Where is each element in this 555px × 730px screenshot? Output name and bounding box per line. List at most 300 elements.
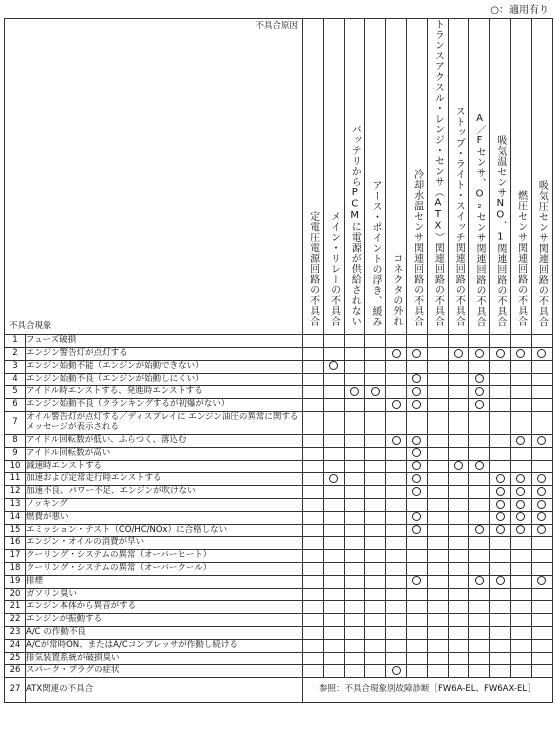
table-row	[5, 460, 553, 473]
cause-label: A／Fセンサ、O₂センサ関連回路の不具合	[474, 112, 486, 327]
applicability-cell	[365, 537, 386, 550]
applicability-cell	[365, 601, 386, 614]
applicability-cell	[427, 335, 448, 348]
applicability-cell	[386, 524, 407, 537]
cause-label: 吸気圧センサ関連回路の不具合	[536, 179, 548, 327]
applicability-cell	[406, 499, 427, 512]
applicability-cell	[531, 435, 552, 448]
row-number: 18	[5, 563, 26, 576]
symptom-name: エミッション・テスト（CO/HC/NOx）に合格しない	[26, 524, 303, 537]
applicability-cell	[344, 348, 365, 361]
applicability-cell	[531, 499, 552, 512]
applicability-cell	[365, 588, 386, 601]
applicability-cell	[344, 601, 365, 614]
applicability-cell	[510, 460, 531, 473]
applicability-cell	[386, 550, 407, 563]
applicability-cell	[531, 563, 552, 576]
applicability-cell	[323, 652, 344, 665]
applicable-circle-icon	[516, 487, 525, 496]
applicability-cell	[344, 511, 365, 524]
cause-header-4	[365, 19, 386, 335]
applicability-cell	[427, 348, 448, 361]
table-row	[5, 537, 553, 550]
applicability-cell	[344, 563, 365, 576]
applicability-cell	[490, 447, 511, 460]
applicable-circle-icon	[392, 400, 401, 409]
applicability-cell	[469, 473, 490, 486]
applicability-cell	[490, 473, 511, 486]
applicability-cell	[303, 486, 324, 499]
applicability-cell	[531, 639, 552, 652]
symptom-name: アイドル回転数が低い、ふらつく、落込む	[26, 435, 303, 448]
applicability-cell	[427, 614, 448, 627]
applicability-cell	[344, 399, 365, 412]
table-row	[5, 435, 553, 448]
applicability-cell	[303, 412, 324, 435]
symptom-name: スパーク・プラグの症状	[26, 665, 303, 678]
applicability-cell	[490, 665, 511, 678]
symptom-name: エンジン・オイルの消費が早い	[26, 537, 303, 550]
applicability-cell	[531, 335, 552, 348]
applicability-cell	[427, 537, 448, 550]
applicability-cell	[531, 524, 552, 537]
row-number: 23	[5, 627, 26, 640]
applicability-cell	[510, 386, 531, 399]
cause-header-6	[406, 19, 427, 335]
applicability-cell	[323, 412, 344, 435]
applicability-cell	[365, 563, 386, 576]
applicability-cell	[469, 588, 490, 601]
symptom-name: エンジン警告灯が点灯する	[26, 348, 303, 361]
applicability-cell	[344, 435, 365, 448]
applicability-cell	[303, 601, 324, 614]
symptom-name: A/Cが常時ON、またはA/Cコンプレッサが作動し続ける	[26, 639, 303, 652]
applicability-cell	[344, 665, 365, 678]
applicability-cell	[531, 665, 552, 678]
applicability-cell	[427, 550, 448, 563]
applicable-circle-icon	[516, 436, 525, 445]
applicability-cell	[490, 652, 511, 665]
symptom-name: 排気装置系統が破損臭い	[26, 652, 303, 665]
applicability-cell	[303, 563, 324, 576]
cause-header-11	[510, 19, 531, 335]
applicability-cell	[469, 511, 490, 524]
table-row	[5, 360, 553, 373]
applicable-circle-icon	[392, 666, 401, 675]
applicability-cell	[406, 460, 427, 473]
cause-title: 不具合原因	[255, 21, 298, 31]
applicability-cell	[323, 563, 344, 576]
table-row	[5, 511, 553, 524]
symptom-name: 排煙	[26, 575, 303, 588]
applicability-cell	[323, 435, 344, 448]
applicability-cell	[448, 460, 469, 473]
applicability-cell	[406, 386, 427, 399]
applicability-cell	[510, 399, 531, 412]
applicable-circle-icon	[412, 374, 421, 383]
applicability-cell	[406, 348, 427, 361]
symptom-title: 不具合現象	[9, 320, 52, 331]
applicability-cell	[303, 460, 324, 473]
applicability-cell	[531, 460, 552, 473]
applicability-cell	[469, 652, 490, 665]
applicability-cell	[490, 639, 511, 652]
applicable-circle-icon	[516, 474, 525, 483]
diagnosis-table	[4, 18, 553, 703]
applicable-circle-icon	[537, 487, 546, 496]
symptom-name: A/C の作動不良	[26, 627, 303, 640]
row-number: 16	[5, 537, 26, 550]
applicability-cell	[490, 348, 511, 361]
applicability-cell	[490, 588, 511, 601]
cause-label: 燃圧センサ関連回路の不具合	[515, 190, 527, 327]
applicability-cell	[386, 473, 407, 486]
applicability-cell	[469, 447, 490, 460]
cause-label: メイン・リレーの不具合	[328, 211, 340, 327]
applicability-cell	[469, 460, 490, 473]
cause-header-2	[323, 19, 344, 335]
applicability-cell	[510, 601, 531, 614]
applicability-cell	[490, 486, 511, 499]
applicability-cell	[469, 335, 490, 348]
row-number: 24	[5, 639, 26, 652]
applicability-cell	[469, 537, 490, 550]
row-number: 13	[5, 499, 26, 512]
applicable-circle-icon	[496, 525, 505, 534]
applicability-cell	[469, 601, 490, 614]
applicability-cell	[323, 499, 344, 512]
applicability-cell	[490, 537, 511, 550]
symptom-name: ガソリン臭い	[26, 588, 303, 601]
applicability-cell	[510, 550, 531, 563]
applicable-circle-icon	[392, 349, 401, 358]
applicability-cell	[490, 435, 511, 448]
applicability-cell	[448, 399, 469, 412]
applicability-cell	[323, 447, 344, 460]
applicability-cell	[344, 460, 365, 473]
row-number: 11	[5, 473, 26, 486]
applicability-cell	[448, 386, 469, 399]
table-row	[5, 614, 553, 627]
table-row	[5, 601, 553, 614]
applicability-cell	[490, 563, 511, 576]
applicability-cell	[303, 550, 324, 563]
applicability-cell	[490, 627, 511, 640]
applicability-cell	[386, 563, 407, 576]
symptom-name: エンジン始動不能（エンジンが始動できない）	[26, 360, 303, 373]
applicability-cell	[531, 627, 552, 640]
applicability-cell	[386, 435, 407, 448]
applicability-cell	[365, 386, 386, 399]
applicability-cell	[344, 550, 365, 563]
applicability-cell	[510, 652, 531, 665]
applicability-cell	[344, 588, 365, 601]
reference-note: 参照：不具合現象別故障診断［FW6A-EL、FW6AX-EL］	[303, 678, 553, 703]
applicability-cell	[323, 601, 344, 614]
applicability-cell	[406, 360, 427, 373]
applicability-cell	[510, 447, 531, 460]
applicability-cell	[469, 563, 490, 576]
cause-header-7	[427, 19, 448, 335]
applicability-cell	[448, 639, 469, 652]
applicability-cell	[448, 348, 469, 361]
applicability-cell	[427, 399, 448, 412]
applicability-cell	[323, 627, 344, 640]
applicability-cell	[490, 386, 511, 399]
applicability-cell	[406, 486, 427, 499]
applicable-circle-icon	[516, 512, 525, 521]
applicability-cell	[510, 511, 531, 524]
applicability-cell	[490, 412, 511, 435]
applicability-cell	[365, 614, 386, 627]
applicable-circle-icon	[454, 461, 463, 470]
applicable-circle-icon	[475, 525, 484, 534]
applicability-cell	[510, 473, 531, 486]
applicability-cell	[323, 550, 344, 563]
row-number: 3	[5, 360, 26, 373]
applicability-cell	[427, 373, 448, 386]
applicability-cell	[469, 348, 490, 361]
applicable-circle-icon	[537, 576, 546, 585]
applicability-cell	[386, 335, 407, 348]
cause-header-3	[344, 19, 365, 335]
applicability-cell	[510, 575, 531, 588]
applicability-cell	[323, 588, 344, 601]
applicability-cell	[490, 460, 511, 473]
applicability-cell	[344, 412, 365, 435]
applicability-cell	[448, 575, 469, 588]
applicable-circle-icon	[475, 461, 484, 470]
applicability-cell	[531, 601, 552, 614]
applicability-cell	[303, 614, 324, 627]
applicability-cell	[303, 665, 324, 678]
applicability-cell	[386, 412, 407, 435]
applicability-cell	[448, 665, 469, 678]
applicability-cell	[365, 499, 386, 512]
table-row	[5, 412, 553, 435]
legend: ○：適用有り	[490, 5, 549, 16]
applicability-cell	[323, 399, 344, 412]
row-number: 7	[5, 412, 26, 435]
applicability-cell	[448, 473, 469, 486]
applicability-cell	[531, 575, 552, 588]
symptom-name: 加速および定常走行時エンストする	[26, 473, 303, 486]
applicability-cell	[427, 499, 448, 512]
applicable-circle-icon	[412, 387, 421, 396]
applicability-cell	[365, 665, 386, 678]
row-number: 5	[5, 386, 26, 399]
applicable-circle-icon	[475, 374, 484, 383]
applicability-cell	[531, 537, 552, 550]
applicability-cell	[303, 435, 324, 448]
applicable-circle-icon	[537, 500, 546, 509]
applicability-cell	[510, 486, 531, 499]
applicability-cell	[365, 511, 386, 524]
applicability-cell	[386, 652, 407, 665]
applicability-cell	[344, 639, 365, 652]
applicability-cell	[323, 373, 344, 386]
applicable-circle-icon	[412, 512, 421, 521]
applicability-cell	[469, 360, 490, 373]
applicability-cell	[365, 460, 386, 473]
applicability-cell	[323, 524, 344, 537]
applicability-cell	[323, 460, 344, 473]
applicability-cell	[427, 435, 448, 448]
applicability-cell	[406, 473, 427, 486]
applicability-cell	[427, 386, 448, 399]
applicability-cell	[531, 511, 552, 524]
applicability-cell	[365, 575, 386, 588]
applicability-cell	[386, 460, 407, 473]
row-number: 2	[5, 348, 26, 361]
row-number: 1	[5, 335, 26, 348]
applicable-circle-icon	[496, 512, 505, 521]
cause-label: 定電圧電源回路の不具合	[307, 211, 319, 327]
applicability-cell	[365, 412, 386, 435]
row-number: 26	[5, 665, 26, 678]
applicability-cell	[323, 386, 344, 399]
applicability-cell	[344, 627, 365, 640]
applicability-cell	[427, 575, 448, 588]
applicability-cell	[386, 537, 407, 550]
applicability-cell	[406, 373, 427, 386]
symptom-name: エンジン本体から異音がする	[26, 601, 303, 614]
row-number: 20	[5, 588, 26, 601]
applicability-cell	[427, 665, 448, 678]
symptom-name: 減速時エンストする	[26, 460, 303, 473]
applicable-circle-icon	[350, 387, 359, 396]
applicability-cell	[303, 360, 324, 373]
applicable-circle-icon	[516, 525, 525, 534]
applicable-circle-icon	[412, 448, 421, 457]
applicability-cell	[469, 499, 490, 512]
symptom-name: アイドル回転数が高い	[26, 447, 303, 460]
applicable-circle-icon	[496, 487, 505, 496]
applicable-circle-icon	[412, 576, 421, 585]
applicability-cell	[386, 575, 407, 588]
applicability-cell	[531, 348, 552, 361]
table-row	[5, 665, 553, 678]
applicability-cell	[510, 665, 531, 678]
applicability-cell	[386, 627, 407, 640]
applicability-cell	[344, 335, 365, 348]
applicability-cell	[510, 373, 531, 386]
applicable-circle-icon	[392, 436, 401, 445]
row-number: 14	[5, 511, 26, 524]
applicability-cell	[386, 639, 407, 652]
applicability-cell	[323, 473, 344, 486]
applicability-cell	[406, 412, 427, 435]
applicability-cell	[531, 486, 552, 499]
applicability-cell	[406, 537, 427, 550]
applicability-cell	[365, 627, 386, 640]
applicability-cell	[344, 473, 365, 486]
applicability-cell	[469, 524, 490, 537]
cause-label: 吸気温センサNO．1関連回路の不具合	[494, 134, 506, 327]
applicability-cell	[448, 601, 469, 614]
applicability-cell	[344, 537, 365, 550]
table-row	[5, 639, 553, 652]
applicability-cell	[344, 360, 365, 373]
applicability-cell	[386, 614, 407, 627]
applicable-circle-icon	[412, 525, 421, 534]
applicability-cell	[406, 614, 427, 627]
applicability-cell	[448, 537, 469, 550]
symptom-name: エンジン始動不良（クランキングするが初爆がない）	[26, 399, 303, 412]
applicability-cell	[303, 447, 324, 460]
applicability-cell	[386, 499, 407, 512]
applicability-cell	[469, 412, 490, 435]
applicable-circle-icon	[496, 500, 505, 509]
applicable-circle-icon	[537, 436, 546, 445]
applicability-cell	[490, 373, 511, 386]
table-row	[5, 652, 553, 665]
applicability-cell	[427, 412, 448, 435]
applicability-cell	[323, 575, 344, 588]
applicability-cell	[510, 348, 531, 361]
applicability-cell	[448, 614, 469, 627]
row-number: 22	[5, 614, 26, 627]
applicability-cell	[406, 399, 427, 412]
applicability-cell	[490, 360, 511, 373]
row-number: 17	[5, 550, 26, 563]
applicability-cell	[427, 511, 448, 524]
applicability-cell	[386, 348, 407, 361]
applicability-cell	[365, 473, 386, 486]
applicability-cell	[469, 399, 490, 412]
table-row	[5, 550, 553, 563]
applicability-cell	[448, 360, 469, 373]
applicability-cell	[448, 627, 469, 640]
row-number: 10	[5, 460, 26, 473]
applicable-circle-icon	[371, 387, 380, 396]
table-row	[5, 473, 553, 486]
applicability-cell	[469, 627, 490, 640]
row-number: 27	[5, 678, 26, 703]
applicability-cell	[448, 588, 469, 601]
applicability-cell	[490, 550, 511, 563]
applicability-cell	[427, 460, 448, 473]
applicability-cell	[490, 601, 511, 614]
applicability-cell	[448, 652, 469, 665]
row-number: 4	[5, 373, 26, 386]
applicability-cell	[344, 386, 365, 399]
applicability-cell	[427, 639, 448, 652]
applicability-cell	[531, 614, 552, 627]
row-number: 25	[5, 652, 26, 665]
applicability-cell	[448, 499, 469, 512]
applicability-cell	[323, 614, 344, 627]
applicability-cell	[490, 399, 511, 412]
applicability-cell	[386, 447, 407, 460]
applicability-cell	[427, 588, 448, 601]
applicability-cell	[469, 614, 490, 627]
applicability-cell	[303, 537, 324, 550]
applicability-cell	[386, 665, 407, 678]
applicability-cell	[531, 399, 552, 412]
applicability-cell	[448, 447, 469, 460]
table-row	[5, 678, 553, 703]
applicable-circle-icon	[496, 349, 505, 358]
table-row	[5, 524, 553, 537]
applicability-cell	[303, 335, 324, 348]
applicability-cell	[344, 486, 365, 499]
table-row	[5, 399, 553, 412]
applicability-cell	[510, 499, 531, 512]
applicability-cell	[365, 435, 386, 448]
cause-header-5	[386, 19, 407, 335]
applicability-cell	[406, 575, 427, 588]
